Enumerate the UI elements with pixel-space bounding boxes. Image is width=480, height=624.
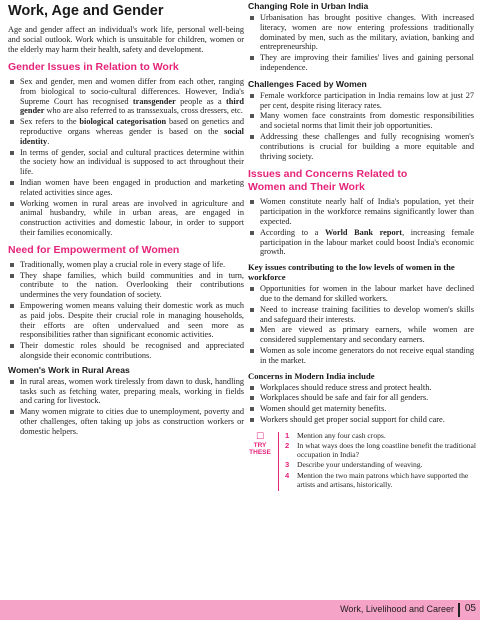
question-item: 2 In what ways does the long coastline benefit the traditional occupation in India?	[285, 441, 477, 459]
section-heading-urban-india: Changing Role in Urban India	[248, 1, 369, 11]
list-item: Traditionally, women play a crucial role in every stage of life.	[8, 260, 244, 270]
list-item: Sex and gender, men and women differ from each other, ranging from biological to socio-cultural differences. However, India's Supreme Court has recognised transgender people as a third gender who are also referred to as transsexuals, cross dressers, etc.	[8, 77, 244, 116]
list-item: Workplaces should be safe and fair for all genders.	[248, 393, 474, 403]
try-these-box	[248, 430, 477, 512]
question-item: 1 Mention any four cash crops.	[285, 430, 386, 440]
left-column	[0, 0, 244, 438]
list-item: Need to increase training facilities to develop women's skills and safeguard their interests.	[248, 305, 474, 325]
list-item: Empowering women means valuing their domestic work as much as paid jobs. Despite their crucial role in managing households, their efforts are often undervalued and seen more as responsibilities rather than significant economic activities.	[8, 301, 244, 340]
list-item: Urbanisation has brought positive changes. With increased literacy, women are now entering professions traditionally dominated by men, such as the military, aviation, banking and entrepreneurship.	[248, 13, 474, 52]
question-item: 4 Mention the two main patrons which have supported the artists and artisans, historically.	[285, 471, 469, 489]
list-item: Workers should get proper social support for child care.	[248, 415, 474, 425]
list-item: They shape families, which build communities and in turn, contribute to the nation. Overlooking their contributions undermines the very foundation of society.	[8, 271, 244, 300]
list-item: Opportunities for women in the labour market have declined due to the demand for skilled workers.	[248, 284, 474, 304]
list-item: Women constitute nearly half of India's population, yet their participation in the workforce remains significantly lower than expected.	[248, 197, 474, 226]
modern-india-list	[248, 383, 474, 425]
list-item: Women should get maternity benefits.	[248, 404, 474, 414]
list-item: Many women face constraints from domestic responsibilities and societal norms that limit their job opportunities.	[248, 111, 474, 131]
try-these-label: ☐ TRY THESE	[249, 431, 271, 456]
list-item: Female workforce participation in India remains low at just 27 per cent, despite rising literacy rates.	[248, 91, 474, 111]
list-item: Their domestic roles should be recognised and appreciated alongside their economic contributions.	[8, 341, 244, 361]
right-column	[248, 0, 477, 512]
gender-issues-list	[8, 77, 244, 238]
intro-paragraph: Age and gender affect an individual's work life, personal well-being and social outlook. Work which is unsuitable for children, women or the elderly may harm their health, safety and development.	[8, 25, 244, 54]
issues-concerns-list	[248, 197, 474, 257]
challenges-list	[248, 91, 474, 162]
list-item: Workplaces should reduce stress and protect health.	[248, 383, 474, 393]
section-heading-gender-issues: Gender Issues in Relation to Work	[8, 61, 179, 73]
page-title: Work, Age and Gender	[8, 3, 164, 19]
section-heading-challenges: Challenges Faced by Women	[248, 78, 367, 89]
urban-india-list	[248, 13, 474, 73]
section-heading-rural-work: Women's Work in Rural Areas	[8, 364, 130, 375]
question-item: 3 Describe your understanding of weaving.	[285, 460, 423, 470]
list-item: They are improving their families' lives and gaining personal independence.	[248, 53, 474, 73]
list-item: Working women in rural areas are involved in agriculture and animal husbandry, while in urban areas, are engaged in construction activities and domestic labour, in order to support their families economically.	[8, 199, 244, 238]
list-item: In rural areas, women work tirelessly from dawn to dusk, handling tasks such as fetching water, preparing meals, working in fields and caring for livestock.	[8, 377, 244, 406]
footer-divider	[458, 603, 460, 617]
list-item: Sex refers to the biological categorisation based on genetics and reproductive organs whereas gender is based on the social identity.	[8, 117, 244, 146]
section-heading-issues-concerns: Issues and Concerns Related to Women and Their Work	[248, 168, 408, 194]
footer-title: Work, Livelihood and Career	[340, 604, 454, 614]
list-item: In terms of gender, social and cultural practices determine within the society how an individual is supposed to act throughout their life.	[8, 148, 244, 177]
section-heading-key-issues: Key issues contributing to the low levels of women in the workforce	[248, 262, 455, 283]
list-item: Indian women have been engaged in production and marketing related activities since ages.	[8, 178, 244, 198]
page-number: 05	[464, 603, 476, 614]
list-item: Many women migrate to cities due to unemployment, poverty and other challenges, often taking up jobs as construction workers or domestic helpers.	[8, 407, 244, 436]
section-heading-modern-india: Concerns in Modern India include	[248, 370, 375, 381]
list-item: Addressing these challenges and fully recognising women's contributions is crucial for building a more equitable and thriving society.	[248, 132, 474, 161]
section-heading-empowerment: Need for Empowerment of Women	[8, 243, 180, 256]
rural-work-list	[8, 377, 244, 437]
list-item: Men are viewed as primary earners, while women are considered supplementary and secondary earners.	[248, 325, 474, 345]
empowerment-list	[8, 260, 244, 361]
list-item: Women as sole income generators do not receive equal standing in the market.	[248, 346, 474, 366]
page-footer	[0, 600, 480, 620]
checkbox-icon: ☐	[255, 431, 265, 442]
try-these-questions	[278, 432, 480, 492]
list-item: According to a World Bank report, increasing female participation in the labour market could boost India's economic growth.	[248, 228, 474, 257]
key-issues-list	[248, 284, 474, 365]
